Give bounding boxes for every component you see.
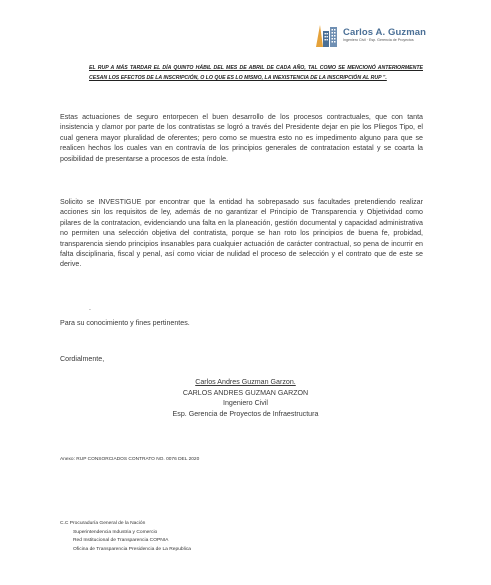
body-paragraph-2: Solicito se INVESTIGUE por encontrar que la entidad ha sobrepasado sus facultades pretendiendo realizar acciones sin los requisitos de ley, además de no garantizar el Principio de Transparencia y Objetividad como pilares de la contratacion, evidenciando una falta en la planeación, gestión documental y capacidad administrativa no permiten una selección objetiva del contratista, porque se han roto los principios de buena fe, probidad, transparencia siendo principios insanables para cualquier actuación de carácter contractual, so pena de incurrir en falta disciplinaria, fiscal y penal, así como viciar de nulidad el proceso de selección y el contrato que de este se derive. (60, 198, 423, 269)
cc-item: C.C Procuraduría General de la Nación (60, 521, 146, 526)
cc-item: Red Institucional de Transparencia COPNIA (73, 538, 169, 544)
signed-name: Carlos Andres Guzman Garzon. (195, 378, 296, 386)
cc-item: Superintendencia Industria y Comercio (73, 529, 158, 535)
signer-title: Ingeniero Civil (223, 399, 268, 408)
closing-line: Para su conocimiento y fines pertinentes. (60, 319, 190, 327)
logo-subtitle: Ingeniero Civil · Esp. Gerencia de Proyectos (343, 38, 414, 42)
body-paragraph-1: Estas actuaciones de seguro entorpecen el buen desarrollo de los procesos contractuales, que con tanta insistencia y clamor por parte de los contratistas se logró a través del Presidente dejar en pie los Pliegos Tipo, el cual genera mayor pluralidad de oferentes; pero como se muestra esto no es impedimento alguno para que se realicen hechos los cuales van en contravía de los principios generales de contratacion estatal y se coarta la posibilidad de presentarse a procesos de esta índole. (60, 113, 423, 163)
building-logo-icon (314, 22, 340, 48)
printed-name: CARLOS ANDRES GUZMAN GARZON (182, 388, 309, 397)
cc-list (60, 520, 191, 554)
signature-block (0, 377, 491, 419)
company-logo (314, 22, 426, 48)
quoted-paragraph: EL RUP A MÁS TARDAR EL DÍA QUINTO HÁBIL DEL MES DE ABRIL DE CADA AÑO, TAL COMO SE MENCIONÓ ANTERIORMENTE CESAN LOS EFECTOS DE LA INSCRIPCIÓN, O LO QUE ES LO MISMO, LA INEXISTENCIA DE LA INSCRIPCIÓN AL RUP ”. (89, 65, 423, 81)
stray-mark: . (89, 305, 91, 312)
salutation: Cordialmente, (60, 355, 105, 363)
signer-specialization: Esp. Gerencia de Proyectos de Infraestructura (172, 409, 319, 418)
cc-item: Oficina de Transparencia Presidencia de La Republica (73, 546, 191, 552)
annex-line: Anexo: RUP CONSORCIADOS CONTRATO NO. 0076 DEL 2020 (60, 457, 200, 462)
logo-name: Carlos A. Guzman (343, 27, 427, 38)
